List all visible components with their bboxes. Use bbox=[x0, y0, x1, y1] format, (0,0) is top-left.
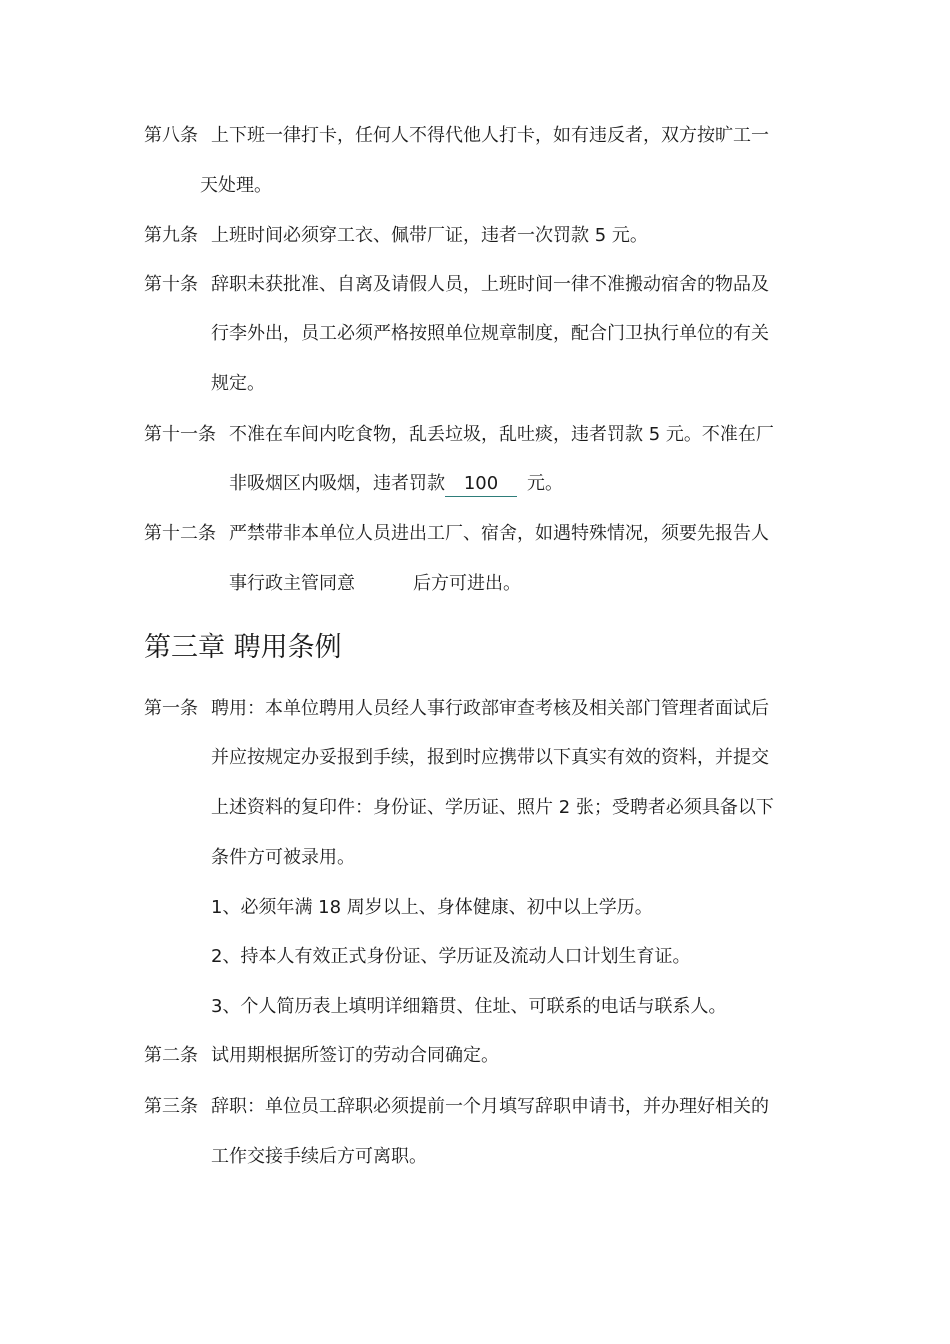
chapter-heading: 第三章 聘用条例 bbox=[144, 632, 342, 663]
requirement-item-3: 3、个人简历表上填明详细籍贯、住址、可联系的电话与联系人。 bbox=[211, 996, 727, 1017]
article-2-label: 第二条 bbox=[144, 1045, 198, 1066]
article-8-label: 第八条 bbox=[144, 125, 198, 146]
article-12-line-1: 严禁带非本单位人员进出工厂、宿舍，如遇特殊情况，须要先报告人 bbox=[229, 523, 769, 544]
requirement-item-2: 2、持本人有效正式身份证、学历证及流动人口计划生育证。 bbox=[211, 946, 691, 967]
article-1-line-2: 并应按规定办妥报到手续，报到时应携带以下真实有效的资料，并提交 bbox=[211, 747, 769, 768]
article-8-line-1: 上下班一律打卡，任何人不得代他人打卡，如有违反者，双方按旷工一 bbox=[211, 125, 769, 146]
article-3-label: 第三条 bbox=[144, 1096, 198, 1117]
article-11-line-2 bbox=[229, 472, 563, 497]
article-10-line-3: 规定。 bbox=[211, 373, 265, 394]
article-3-line-1: 辞职：单位员工辞职必须提前一个月填写辞职申请书，并办理好相关的 bbox=[211, 1096, 769, 1117]
article-11-line-2-suffix: 元。 bbox=[527, 473, 563, 494]
article-12-label: 第十二条 bbox=[144, 523, 216, 544]
fine-amount-blank: 100 bbox=[445, 472, 517, 497]
article-1-line-1: 聘用：本单位聘用人员经人事行政部审查考核及相关部门管理者面试后 bbox=[211, 698, 769, 719]
requirement-item-1: 1、必须年满 18 周岁以上、身体健康、初中以上学历。 bbox=[211, 897, 653, 918]
article-10-line-1: 辞职未获批准、自离及请假人员，上班时间一律不准搬动宿舍的物品及 bbox=[211, 274, 769, 295]
article-2-line-1: 试用期根据所签订的劳动合同确定。 bbox=[211, 1045, 499, 1066]
article-9-line-1: 上班时间必须穿工衣、佩带厂证，违者一次罚款 5 元。 bbox=[211, 225, 648, 246]
article-12-line-2 bbox=[229, 572, 521, 596]
article-10-line-2: 行李外出，员工必须严格按照单位规章制度，配合门卫执行单位的有关 bbox=[211, 323, 769, 344]
article-1-line-3: 上述资料的复印件：身份证、学历证、照片 2 张；受聘者必须具备以下 bbox=[211, 797, 774, 818]
article-8-line-2: 天处理。 bbox=[200, 175, 272, 196]
article-12-line-2-suffix: 后方可进出。 bbox=[413, 573, 521, 594]
article-11-label: 第十一条 bbox=[144, 424, 216, 445]
article-1-label: 第一条 bbox=[144, 698, 198, 719]
article-12-line-2-text: 事行政主管同意 bbox=[229, 573, 355, 594]
article-10-label: 第十条 bbox=[144, 274, 198, 295]
article-11-line-2-text: 非吸烟区内吸烟，违者罚款 bbox=[229, 473, 445, 494]
article-3-line-2: 工作交接手续后方可离职。 bbox=[211, 1146, 427, 1167]
article-9-label: 第九条 bbox=[144, 225, 198, 246]
article-1-line-4: 条件方可被录用。 bbox=[211, 847, 355, 868]
article-11-line-1: 不准在车间内吃食物，乱丢垃圾，乱吐痰，违者罚款 5 元。不准在厂 bbox=[229, 424, 774, 445]
